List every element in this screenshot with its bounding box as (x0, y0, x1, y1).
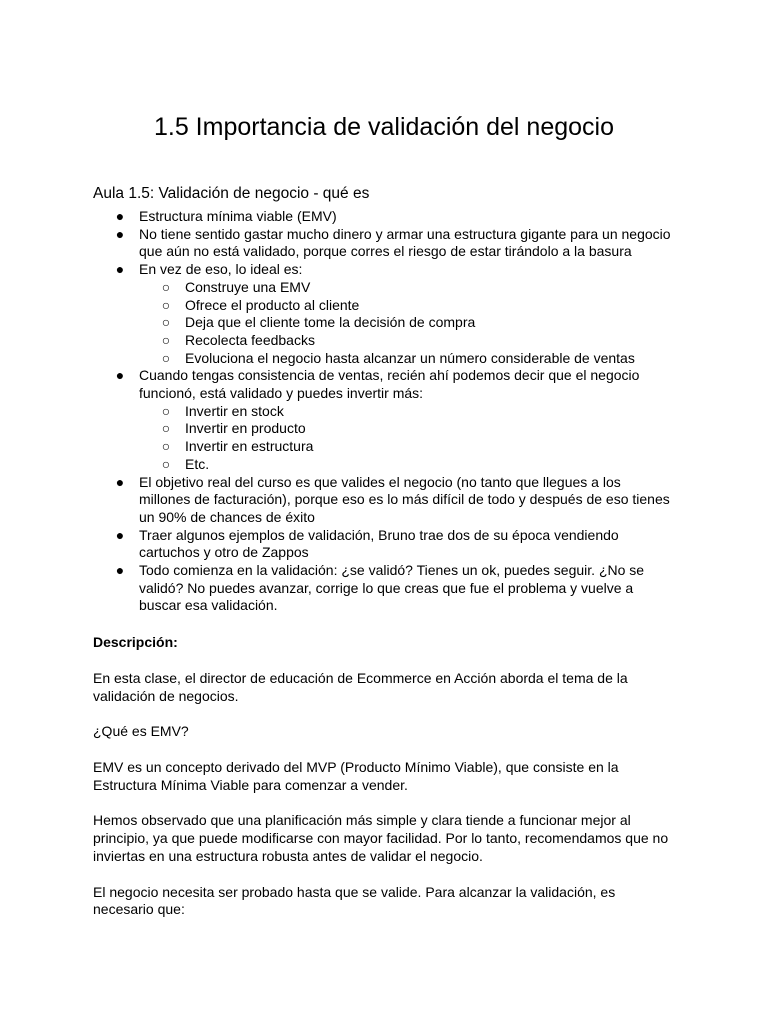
bullet-list (93, 208, 673, 615)
sub-bullet-list (139, 403, 673, 474)
circle-bullet-icon: ○ (161, 438, 171, 455)
list-item (93, 226, 673, 261)
paragraph: EMV es un concepto derivado del MVP (Producto Mínimo Viable), que consiste en la Estructura Mínima Viable para comenzar a vender. (93, 758, 619, 793)
list-item (93, 208, 673, 226)
circle-bullet-icon: ○ (161, 331, 171, 348)
sub-list-item-text: Etc. (185, 455, 210, 472)
sub-list-item (139, 420, 673, 438)
circle-bullet-icon: ○ (161, 455, 171, 472)
sub-list-item (139, 279, 673, 297)
sub-list-item (139, 438, 673, 456)
section-subheading: Aula 1.5: Validación de negocio - qué es (93, 185, 370, 202)
list-item (93, 261, 673, 367)
sub-list-item (139, 314, 673, 332)
sub-list-item-text: Invertir en estructura (185, 438, 314, 455)
sub-list-item-text: Ofrece el producto al cliente (185, 296, 360, 313)
page-title: 1.5 Importancia de validación del negocio (153, 113, 615, 141)
sub-list-item-text: Invertir en producto (185, 420, 306, 437)
list-item-text: No tiene sentido gastar mucho dinero y armar una estructura gigante para un negocio que aún no está validado, porque corres el riesgo de estar tirándolo a la basura (139, 225, 671, 260)
bullet-icon: ● (115, 261, 125, 278)
bullet-icon: ● (115, 208, 125, 224)
list-item-text: Estructura mínima viable (EMV) (139, 208, 337, 224)
list-item-text: Todo comienza en la validación: ¿se validó? Tienes un ok, puedes seguir. ¿No se validó? No puedes avanzar, corrige lo que creas que fue el problema y vuelve a buscar esa validación. (139, 562, 645, 614)
circle-bullet-icon: ○ (161, 420, 171, 437)
sub-list-item (139, 350, 673, 368)
paragraph: El negocio necesita ser probado hasta que se valide. Para alcanzar la validación, es necesario que: (93, 883, 616, 918)
sub-bullet-list (139, 279, 673, 368)
sub-list-item (139, 297, 673, 315)
bullet-icon: ● (115, 225, 125, 242)
sub-list-item-text: Deja que el cliente tome la decisión de compra (185, 314, 476, 331)
list-item (93, 562, 673, 615)
sub-list-item (139, 456, 673, 474)
bullet-icon: ● (115, 367, 125, 384)
list-item (93, 474, 673, 527)
sub-list-item (139, 332, 673, 350)
list-item-text: Traer algunos ejemplos de validación, Bruno trae dos de su época vendiendo cartuchos y otro de Zappos (139, 526, 619, 561)
paragraph: Hemos observado que una planificación más simple y clara tiende a funcionar mejor al principio, ya que puede modificarse con mayor facilidad. Por lo tanto, recomendamos que no inviertas en una estructura robusta antes de validar el negocio. (93, 812, 669, 864)
list-item-text: El objetivo real del curso es que valides el negocio (no tanto que llegues a los millones de facturación), porque eso es lo más difícil de todo y después de eso tienes un 90% de chances de éxito (139, 473, 670, 525)
circle-bullet-icon: ○ (161, 314, 171, 331)
sub-list-item-text: Construye una EMV (185, 278, 311, 295)
list-item-text: Cuando tengas consistencia de ventas, recién ahí podemos decir que el negocio funcionó, está validado y puedes invertir más: (139, 367, 640, 402)
circle-bullet-icon: ○ (161, 402, 171, 419)
sub-list-item-text: Evoluciona el negocio hasta alcanzar un número considerable de ventas (185, 349, 635, 366)
paragraph: ¿Qué es EMV? (93, 723, 189, 740)
bullet-icon: ● (115, 473, 125, 490)
circle-bullet-icon: ○ (161, 278, 171, 295)
list-item (93, 527, 673, 562)
document-body (93, 184, 673, 919)
sub-list-item-text: Recolecta feedbacks (185, 331, 315, 348)
sub-list-item (139, 403, 673, 421)
bullet-icon: ● (115, 562, 125, 579)
description-label: Descripción: (93, 634, 178, 651)
circle-bullet-icon: ○ (161, 296, 171, 313)
list-item (93, 367, 673, 473)
circle-bullet-icon: ○ (161, 349, 171, 366)
paragraph: En esta clase, el director de educación de Ecommerce en Acción aborda el tema de la validación de negocios. (93, 669, 628, 704)
sub-list-item-text: Invertir en stock (185, 402, 284, 419)
list-item-text: En vez de eso, lo ideal es: (139, 261, 303, 278)
bullet-icon: ● (115, 526, 125, 543)
